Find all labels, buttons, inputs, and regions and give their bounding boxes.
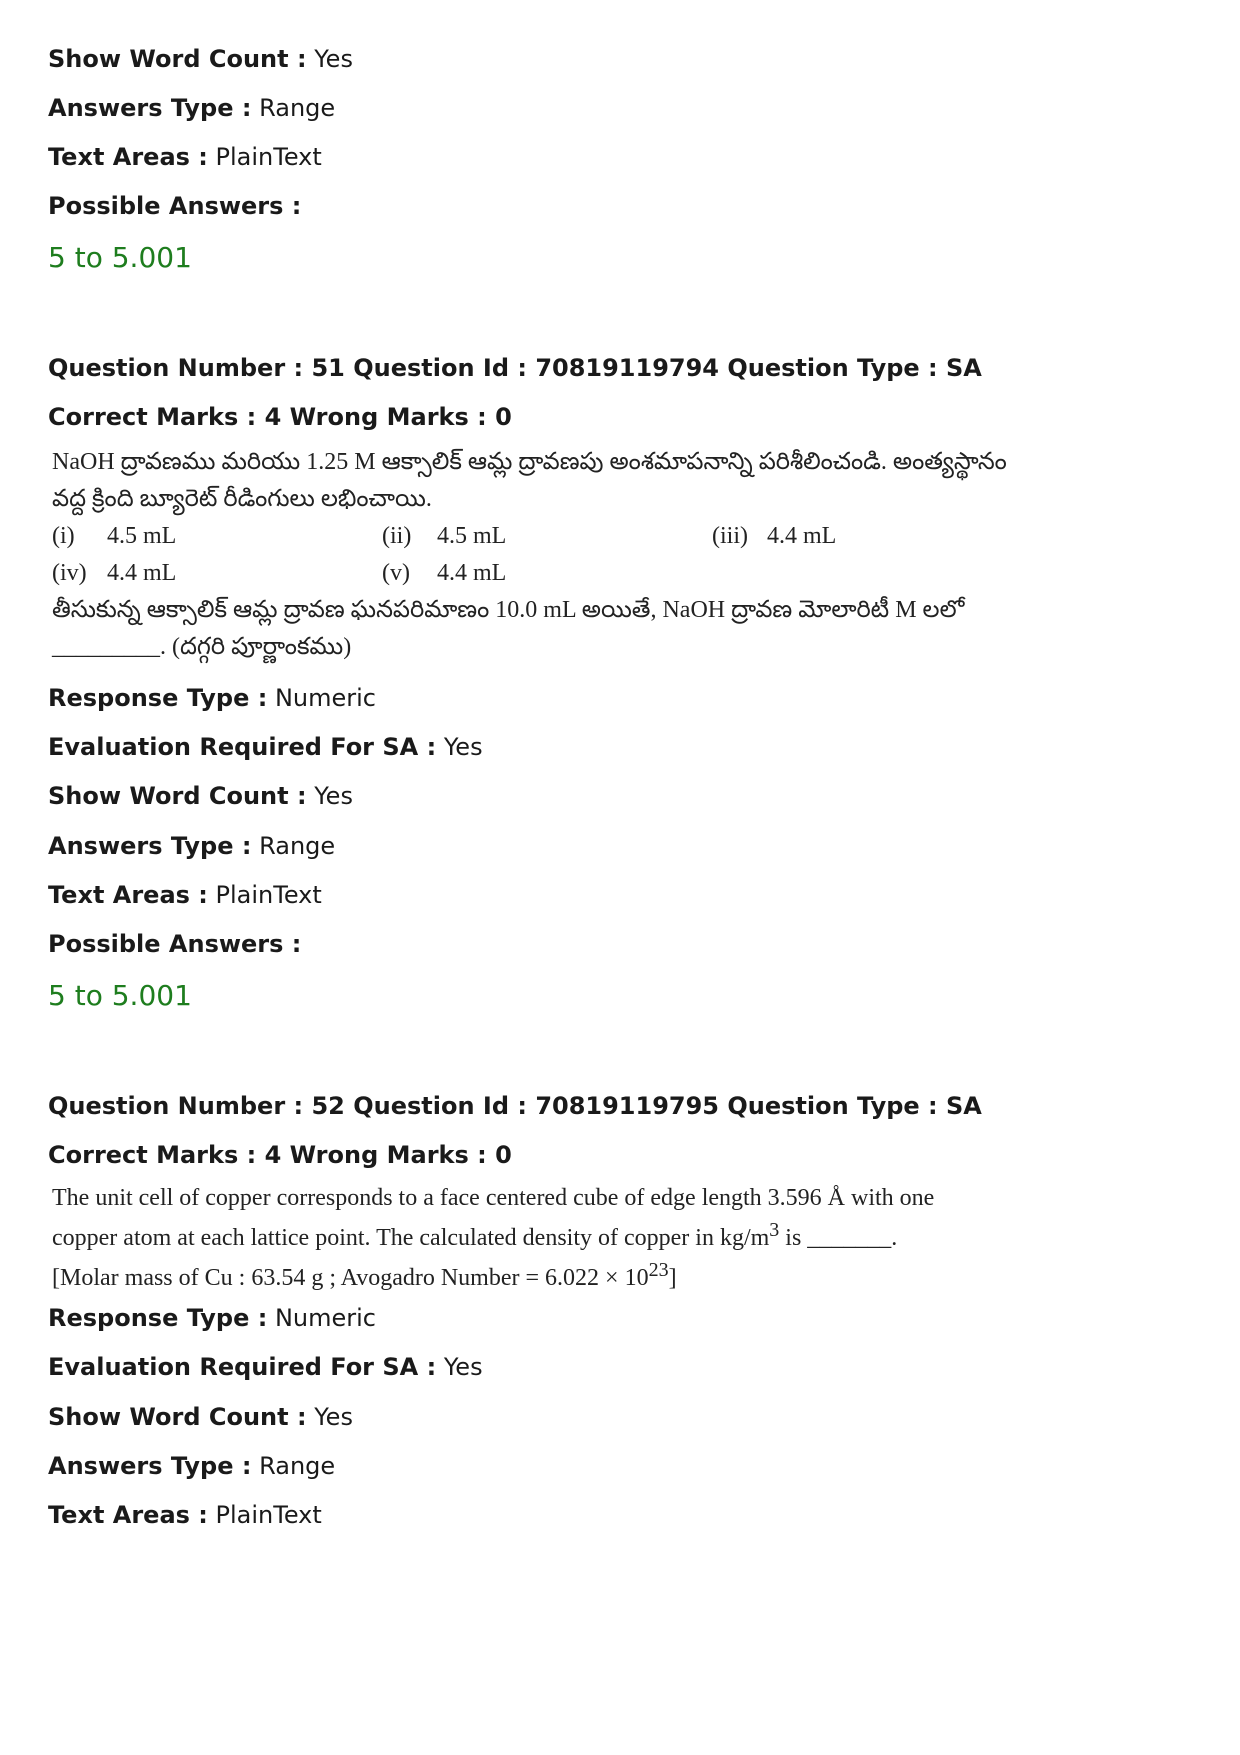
show-word-count-row: Show Word Count : Yes: [48, 1403, 353, 1431]
question-text-line: NaOH ద్రావణము మరియు 1.25 M ఆక్సాలిక్ ఆమ్ల ద్రావణపు అంశమాపనాన్ని పరిశీలించండి. అంత్యస్థానం: [52, 449, 1007, 475]
burette-readings: [52, 518, 952, 592]
reading-option: (iv) 4.4 mL: [52, 560, 177, 586]
question-text-line: The unit cell of copper corresponds to a face centered cube of edge length 3.596 Å with one: [52, 1185, 935, 1211]
response-type-row: Response Type : Numeric: [48, 684, 376, 712]
possible-answers-row: Possible Answers :: [48, 192, 302, 220]
reading-option: (iii) 4.4 mL: [712, 523, 837, 549]
text-areas-row: Text Areas : PlainText: [48, 1501, 322, 1529]
text-areas-row: Text Areas : PlainText: [48, 143, 322, 171]
reading-option: (v) 4.4 mL: [382, 560, 507, 586]
reading-option: (ii) 4.5 mL: [382, 523, 507, 549]
possible-answer-value: 5 to 5.001: [48, 979, 192, 1012]
evaluation-required-row: Evaluation Required For SA : Yes: [48, 1353, 483, 1381]
possible-answers-row: Possible Answers :: [48, 930, 302, 958]
question-text-line: వద్ద క్రింది బ్యూరెట్ రీడింగులు లభించాయి.: [52, 486, 432, 512]
question-51-header: Question Number : 51 Question Id : 70819119794 Question Type : SA: [48, 354, 982, 382]
question-51-marks: Correct Marks : 4 Wrong Marks : 0: [48, 403, 512, 431]
possible-answer-value: 5 to 5.001: [48, 241, 192, 274]
question-text-line: _________. (దగ్గరి పూర్ణాంకము): [52, 634, 352, 660]
evaluation-required-row: Evaluation Required For SA : Yes: [48, 733, 483, 761]
show-word-count-row: Show Word Count : Yes: [48, 782, 353, 810]
answers-type-row: Answers Type : Range: [48, 1452, 336, 1480]
question-52-text: [52, 1182, 952, 1294]
text-areas-row: Text Areas : PlainText: [48, 881, 322, 909]
question-text-line: copper atom at each lattice point. The calculated density of copper in $kg/m^3$ is _______.: [52, 1219, 898, 1251]
question-text-line: తీసుకున్న ఆక్సాలిక్ ఆమ్ల ద్రావణ ఘనపరిమాణం 10.0 mL అయితే, NaOH ద్రావణ మోలారిటీ M లలో: [52, 597, 965, 623]
answers-type-row: Answers Type : Range: [48, 94, 336, 122]
question-52-header: Question Number : 52 Question Id : 70819119795 Question Type : SA: [48, 1092, 982, 1120]
show-word-count-row: Show Word Count : Yes: [48, 45, 353, 73]
answers-type-row: Answers Type : Range: [48, 832, 336, 860]
question-text-line: [Molar mass of Cu : 63.54 g ; Avogadro Number = $6.022 \times 10^{23}$]: [52, 1259, 677, 1291]
question-51-text: [52, 444, 1007, 666]
question-52-marks: Correct Marks : 4 Wrong Marks : 0: [48, 1141, 512, 1169]
response-type-row: Response Type : Numeric: [48, 1304, 376, 1332]
reading-option: (i) 4.5 mL: [52, 523, 177, 549]
